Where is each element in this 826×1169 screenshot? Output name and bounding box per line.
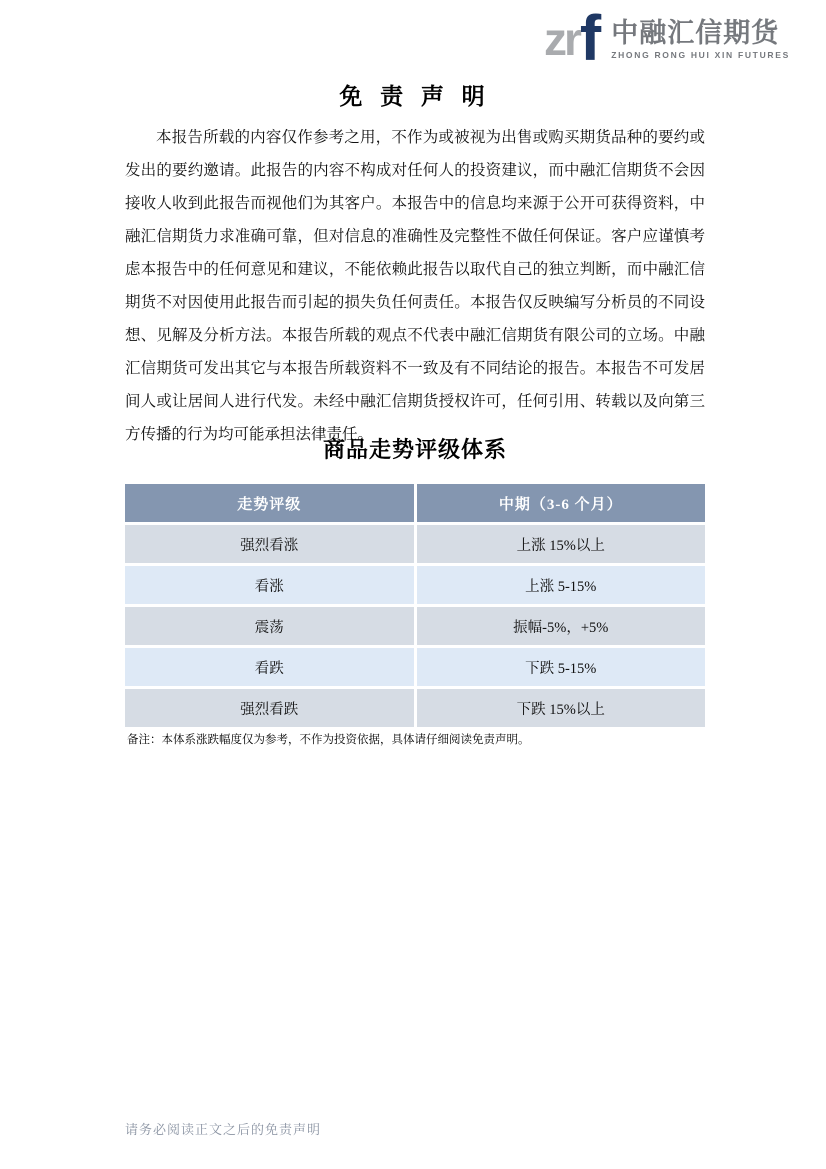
company-name-cn: 中融汇信期货 [611, 17, 780, 48]
table-cell-r0-c1: 上涨 15%以上 [417, 525, 706, 563]
disclaimer-body: 本报告所载的内容仅作参考之用，不作为或被视为出售或购买期货品种的要约或发出的要约邀请。此报告的内容不构成对任何人的投资建议，而中融汇信期货不会因接收人收到此报告而视他们为其客户。本报告中的信息均来源于公开可获得资料，中融汇信期货力求准确可靠，但对信息的准确性及完整性不做任何保证。客户应谨慎考虑本报告中的任何意见和建议，不能依赖此报告以取代自己的独立判断，而中融汇信期货不对因使用此报告而引起的损失负任何责任。本报告仅反映编写分析员的不同设想、见解及分析方法。本报告所载的观点不代表中融汇信期货有限公司的立场。中融汇信期货可发出其它与本报告所载资料不一致及有不同结论的报告。本报告不可发居间人或让居间人进行代发。未经中融汇信期货授权许可，任何引用、转载以及向第三方传播的行为均可能承担法律责任。 [125, 129, 705, 443]
company-name-en: ZHONG RONG HUI XIN FUTURES [611, 49, 790, 60]
table-cell-r4-c0: 强烈看跌 [125, 689, 414, 727]
footer-note: 请务必阅读正文之后的免责声明 [125, 1122, 322, 1137]
table-cell-r2-c1: 振幅-5%，+5% [417, 607, 706, 645]
table-header-cell-0: 走势评级 [125, 484, 414, 522]
rating-table [125, 484, 705, 727]
table-header-cell-1: 中期（3-6 个月） [417, 484, 706, 522]
table-cell-r3-c1: 下跌 5-15% [417, 648, 706, 686]
logo-zr-letters: zr [543, 13, 579, 66]
table-note: 备注：本体系涨跌幅度仅为参考，不作为投资依据，具体请仔细阅读免责声明。 [127, 734, 530, 746]
table-cell-r1-c1: 上涨 5-15% [417, 566, 706, 604]
table-cell-r4-c1: 下跌 15%以上 [417, 689, 706, 727]
table-cell-r3-c0: 看跌 [125, 648, 414, 686]
table-cell-r0-c0: 强烈看涨 [125, 525, 414, 563]
table-cell-r1-c0: 看涨 [125, 566, 414, 604]
logo-mark [543, 2, 602, 74]
company-logo [543, 2, 790, 74]
logo-f-letter: f [579, 2, 602, 74]
company-name-block [611, 17, 790, 64]
rating-section-title: 商品走势评级体系 [322, 437, 507, 462]
disclaimer-title: 免 责 声 明 [339, 84, 491, 109]
table-cell-r2-c0: 震荡 [125, 607, 414, 645]
